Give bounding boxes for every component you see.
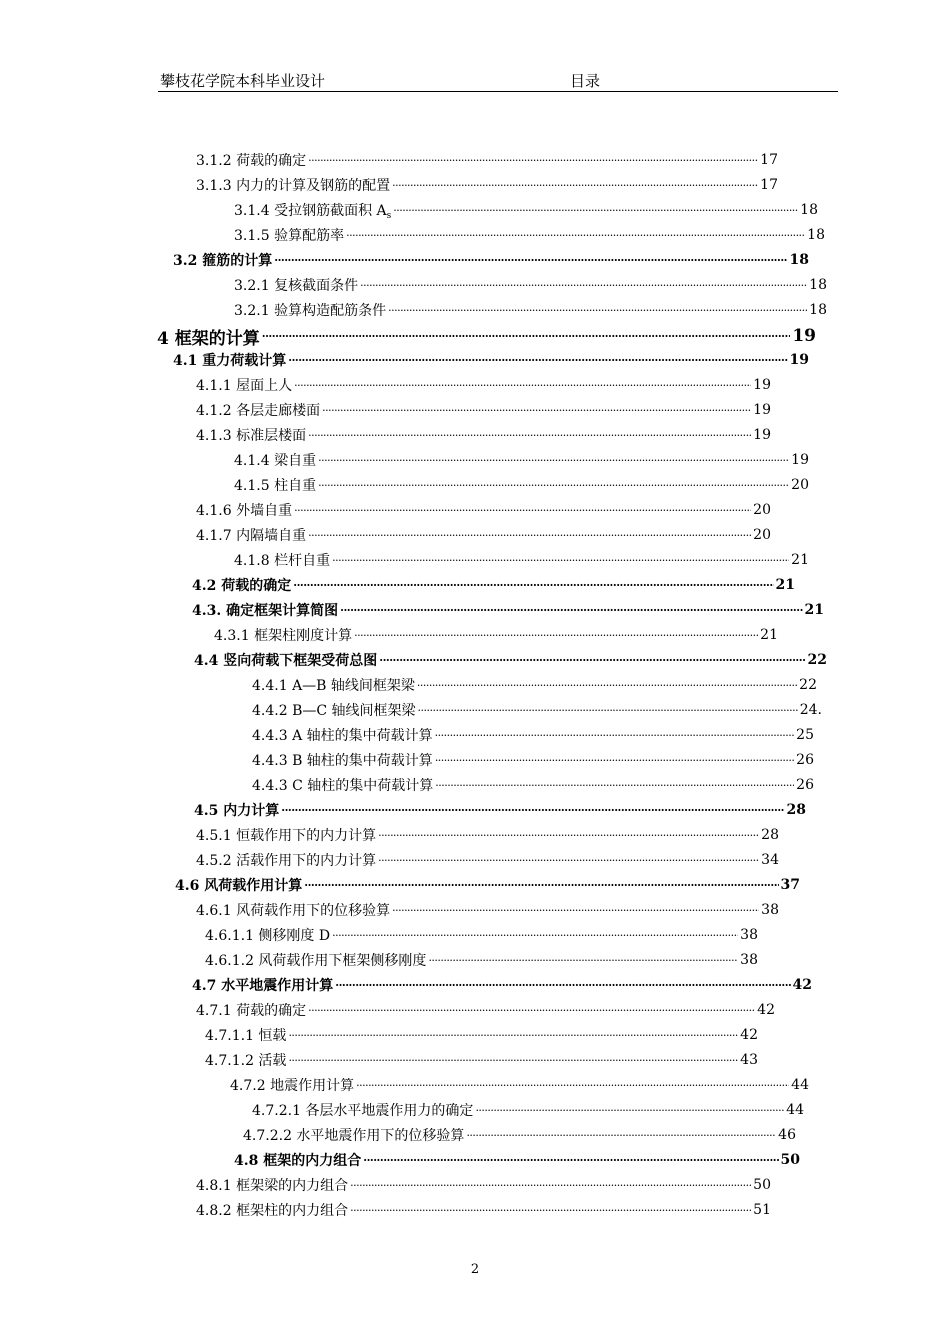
page-number: 2 <box>470 1262 480 1277</box>
toc-entry[interactable]: 4.8.1 框架梁的内力组合 ····· 50 <box>196 1175 771 1195</box>
toc-entry[interactable]: 4.7.1.2 活载 ····· 43 <box>205 1050 758 1070</box>
toc-entry[interactable]: 4.1.5 柱自重 ····· 20 <box>234 475 809 495</box>
toc-entry[interactable]: 4.3. 确定框架计算简图 ····· 21 <box>192 600 824 620</box>
toc-entry[interactable]: 4 框架的计算 ····· 19 <box>157 325 816 347</box>
toc-entry[interactable]: 3.2 箍筋的计算 ····· 18 <box>173 250 809 270</box>
toc-entry[interactable]: 4.4.3 A 轴柱的集中荷载计算 ····· 25 <box>252 725 814 745</box>
toc-entry[interactable]: 4.3.1 框架柱刚度计算 ····· 21 <box>214 625 778 645</box>
toc-entry[interactable]: 4.7.2.2 水平地震作用下的位移验算 ····· 46 <box>243 1125 796 1145</box>
toc-entry[interactable]: 4.1.6 外墙自重 ····· 20 <box>196 500 771 520</box>
toc-entry[interactable]: 4.2 荷载的确定 ····· 21 <box>192 575 795 595</box>
toc-entry[interactable]: 4.8.2 框架柱的内力组合 ····· 51 <box>196 1200 771 1220</box>
toc-entry[interactable]: 4.4.1 A—B 轴线间框架梁 ····· 22 <box>252 675 817 695</box>
toc-entry[interactable]: 3.1.3 内力的计算及钢筋的配置 ····· 17 <box>196 175 778 195</box>
toc-entry[interactable]: 3.2.1 复核截面条件 ····· 18 <box>234 275 827 295</box>
toc-entry[interactable]: 4.5.2 活载作用下的内力计算 ····· 34 <box>196 850 779 870</box>
toc-entry[interactable]: 4.4 竖向荷载下框架受荷总图 ····· 22 <box>194 650 827 670</box>
toc-entry[interactable]: 4.7.2.1 各层水平地震作用力的确定 ····· 44 <box>252 1100 804 1120</box>
toc-entry[interactable]: 3.1.4 受拉钢筋截面积 $A_s$ ····· 18 <box>234 200 818 220</box>
toc-entry[interactable]: 4.1.7 内隔墙自重 ····· 20 <box>196 525 771 545</box>
toc-entry[interactable]: 4.7.1 荷载的确定 ····· 42 <box>196 1000 775 1020</box>
toc-entry[interactable]: 4.7.1.1 恒载 ····· 42 <box>205 1025 758 1045</box>
toc-entry[interactable]: 4.5.1 恒载作用下的内力计算 ····· 28 <box>196 825 779 845</box>
toc-entry[interactable]: 4.6.1 风荷载作用下的位移验算 ····· 38 <box>196 900 779 920</box>
toc-entry[interactable]: 4.1.2 各层走廊楼面 ····· 19 <box>196 400 771 420</box>
toc-entry[interactable]: 4.1.1 屋面上人 ····· 19 <box>196 375 771 395</box>
toc-entry[interactable]: 3.1.2 荷载的确定 ····· 17 <box>196 150 778 170</box>
toc-entry[interactable]: 4.8 框架的内力组合 ····· 50 <box>234 1150 800 1170</box>
header-section: 目录 <box>570 72 601 90</box>
toc-entry[interactable]: 4.6.1.2 风荷载作用下框架侧移刚度 ····· 38 <box>205 950 758 970</box>
toc-entry[interactable]: 4.6.1.1 侧移刚度 D ····· 38 <box>205 925 758 945</box>
header-rule <box>158 91 838 92</box>
header-title: 攀枝花学院本科毕业设计 <box>160 72 326 90</box>
toc-entry[interactable]: 4.4.3 C 轴柱的集中荷载计算 ····· 26 <box>252 775 814 795</box>
toc-entry[interactable]: 4.4.3 B 轴柱的集中荷载计算 ····· 26 <box>252 750 814 770</box>
toc-entry[interactable]: 3.1.5 验算配筋率 ····· 18 <box>234 225 825 245</box>
toc-entry[interactable]: 4.7.2 地震作用计算 ····· 44 <box>230 1075 809 1095</box>
toc-entry[interactable]: 3.2.1 验算构造配筋条件 ····· 18 <box>234 300 827 320</box>
toc-entry[interactable]: 4.1 重力荷载计算 ····· 19 <box>173 350 809 370</box>
toc-entry[interactable]: 4.1.3 标准层楼面 ····· 19 <box>196 425 771 445</box>
toc-entry[interactable]: 4.4.2 B—C 轴线间框架梁 ····· 24. <box>252 700 822 720</box>
toc-entry[interactable]: 4.1.4 梁自重 ····· 19 <box>234 450 809 470</box>
toc-entry[interactable]: 4.1.8 栏杆自重 ····· 21 <box>234 550 809 570</box>
toc-entry[interactable]: 4.6 风荷载作用计算 ····· 37 <box>175 875 800 895</box>
toc-entry[interactable]: 4.5 内力计算 ····· 28 <box>194 800 806 820</box>
toc-entry[interactable]: 4.7 水平地震作用计算 ····· 42 <box>192 975 812 995</box>
